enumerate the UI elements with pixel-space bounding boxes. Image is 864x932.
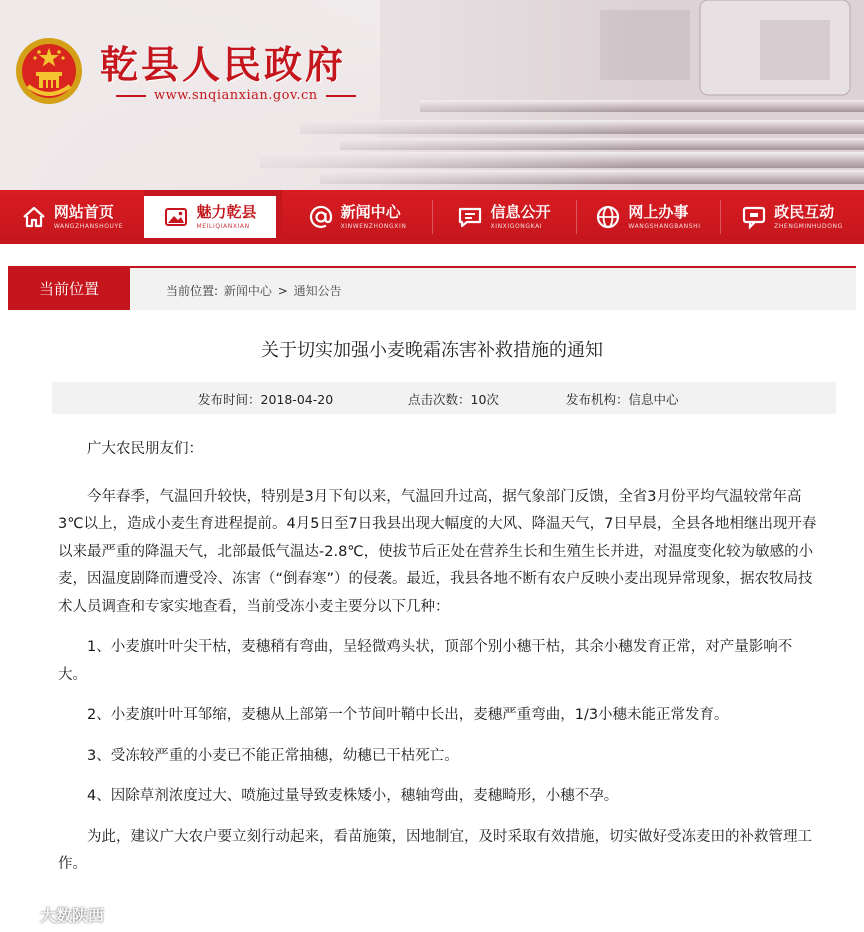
home-icon [21,204,47,230]
nav-texts-charm [196,202,257,230]
watermark-text: 大数陕西 [40,905,105,925]
article-title: 关于切实加强小麦晚霜冻害补救措施的通知 [261,340,603,361]
nav-item-charm[interactable] [144,196,276,238]
site-name: 乾县人民政府 [100,42,347,87]
watermark [6,902,104,926]
nav-sub-news: XINWENZHONGXIN [340,222,407,230]
breadcrumb-prefix: 当前位置: [166,284,219,298]
main-nav [0,190,864,244]
click-count: 点击次数：10次 [408,392,499,407]
globe-icon [595,204,621,230]
url-divider-left [116,95,146,97]
article-paragraph: 3、受冻较严重的小麦已不能正常抽穗，幼穗已干枯死亡。 [87,747,459,764]
nav-texts-news [340,202,407,230]
breadcrumb-news-center[interactable]: 新闻中心 [223,284,272,298]
nav-sub-charm: MEILIQIANXIAN [196,222,250,230]
publishing-org: 发布机构：信息中心 [566,392,679,407]
nav-item-info[interactable] [432,190,576,244]
header-banner [0,0,864,190]
nav-sub-interaction: ZHENGMINHUDONG [774,222,843,230]
site-url-row [116,88,356,103]
article-paragraph: 今年春季，气温回升较快，特别是3月下旬以来，气温回升过高，据气象部门反馈，全省3月份平均气温较常年高3℃以上，造成小麦生育进程提前。4月5日至7日我县出现大幅度的大风、降温天气，7日早晨，全县各地相继出现开春以来最严重的降温天气，北部最低气温达-2.8℃，使拔节后正处在营养生长和生殖生长并进，对温度变化较为敏感的小麦，因温度剧降而遭受冷、冻害（“倒春寒”）的侵袭。最近，我县各地不断有农户反映小麦出现异常现象，据农牧局技术人员调查和专家实地查看，当前受冻小麦主要分以下几种： [58,488,817,615]
article-paragraph: 2、小麦旗叶叶耳邹缩，麦穗从上部第一个节间叶鞘中长出，麦穗严重弯曲，1/3小穗未能正常发育。 [87,707,729,723]
weibo-icon [6,902,36,926]
national-emblem-icon [14,36,84,106]
chat-icon [457,204,483,230]
nav-item-news[interactable] [282,190,432,244]
image-icon [163,204,189,230]
url-divider-right [326,95,356,97]
nav-label-charm: 魅力乾县 [196,202,257,221]
article-paragraph: 4、因除草剂浓度过大、喷施过量导致麦株矮小，穗轴弯曲，麦穗畸形，小穗不孕。 [87,788,619,804]
publish-time: 发布时间：2018-04-20 [198,392,334,407]
nav-texts-interaction [774,202,843,230]
nav-sub-home: WANGZHANSHOUYE [53,222,124,230]
article-meta-bar [52,382,836,414]
nav-label-home: 网站首页 [53,202,114,221]
location-bar [8,266,856,310]
nav-label-interaction: 政民互动 [774,202,835,221]
breadcrumb [166,282,344,299]
article-content [58,436,818,892]
nav-label-info: 信息公开 [490,202,551,221]
article-paragraph: 为此，建议广大农户要立刻行动起来，看苗施策，因地制宜，及时采取有效措施，切实做好受冻麦田的补救管理工作。 [58,828,812,872]
nav-texts-home [53,202,124,230]
nav-item-home[interactable] [0,190,144,244]
site-url[interactable]: www.snqianxian.gov.cn [154,88,318,103]
speech-icon [741,204,767,230]
nav-label-online: 网上办事 [628,202,689,221]
location-title: 当前位置 [8,266,130,310]
nav-texts-online [628,202,701,230]
article-paragraph: 1、小麦旗叶叶尖干枯，麦穗稍有弯曲，呈轻微鸡头状，顶部个别小穗干枯，其余小穗发育正常，对产量影响不大。 [58,639,793,683]
nav-sub-online: WANGSHANGBANSHI [628,222,701,230]
breadcrumb-notices[interactable]: 通知公告 [293,284,342,298]
nav-active-wrap [144,190,282,244]
nav-texts-info [490,202,551,230]
nav-label-news: 新闻中心 [340,202,401,221]
nav-sub-info: XINXIGONGKAI [490,222,543,230]
nav-item-online[interactable] [576,190,720,244]
article-greeting: 广大农民朋友们： [87,441,203,457]
nav-item-interaction[interactable] [720,190,864,244]
breadcrumb-separator: > [277,284,288,298]
at-icon [308,204,334,230]
